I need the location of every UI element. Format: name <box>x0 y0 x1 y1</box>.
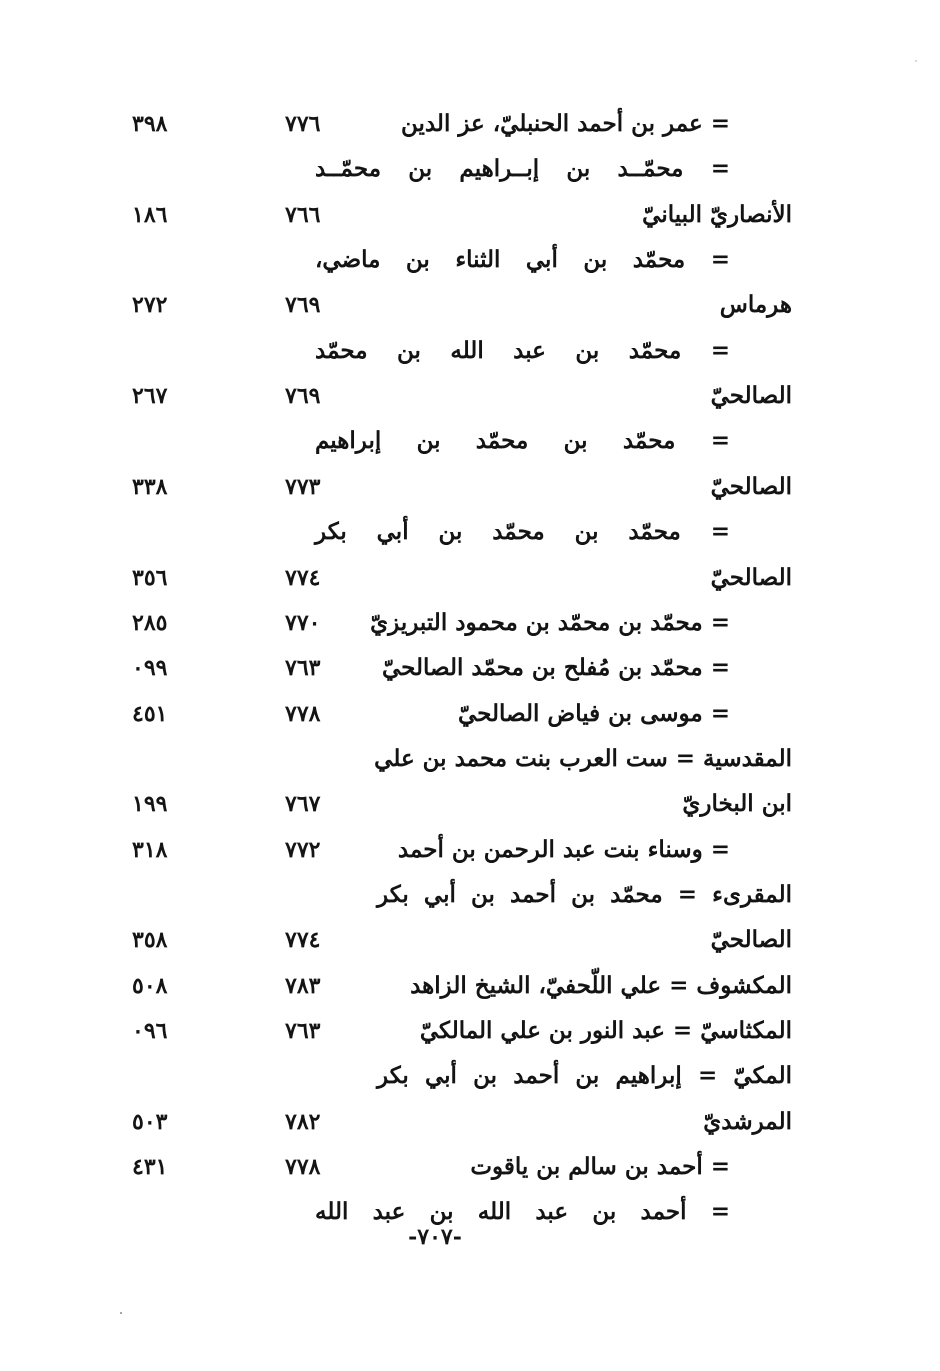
index-entry <box>0 1011 940 1051</box>
entry-page: ١٩٩ <box>132 791 168 818</box>
entry-name: المكشوف = علي اللّحفيّ، الشيخ الزاهد <box>410 971 792 999</box>
entry-page: ٤٣١ <box>132 1154 168 1181</box>
entry-page: ٣٣٨ <box>132 473 168 500</box>
entry-year: ٧٦٩ <box>285 383 321 410</box>
index-entry <box>0 376 940 416</box>
index-entry <box>0 1147 940 1187</box>
entry-name: = محمّــد بن إبــراهيم بن محمّــد <box>315 155 730 183</box>
entry-page: ١٨٦ <box>132 201 168 228</box>
entry-name: الأنصاريّ البيانيّ <box>642 200 792 228</box>
entry-year: ٧٦٩ <box>285 292 321 319</box>
index-entry <box>0 739 940 779</box>
entry-name: المكثاسيّ = عبد النور بن علي المالكيّ <box>419 1017 792 1044</box>
page-number: -٧٠٧- <box>408 1224 462 1250</box>
index-entry <box>0 240 940 280</box>
index-entry <box>0 1102 940 1142</box>
entry-name: = أحمد بن عبد الله بن عبد الله <box>315 1198 730 1226</box>
scan-speck <box>915 60 917 62</box>
index-entry <box>0 104 940 144</box>
entry-year: ٧٧٢ <box>285 836 321 863</box>
entry-year: ٧٧٨ <box>285 1154 321 1181</box>
index-entry <box>0 467 940 507</box>
entry-name: = محمّد بن أبي الثناء بن ماضي، <box>315 246 730 274</box>
entry-page: ٢٧٢ <box>132 292 168 319</box>
entry-page: ٥٠٣ <box>132 1108 168 1135</box>
entry-name: = محمّد بن مُفلح بن محمّد الصالحيّ <box>382 654 730 682</box>
index-entry <box>0 875 940 915</box>
entry-year: ٧٧٤ <box>285 564 321 591</box>
entry-name: الصالحيّ <box>710 382 792 410</box>
index-entry <box>0 558 940 598</box>
entry-name: المقرىء = محمّد بن أحمد بن أبي بكر <box>377 880 792 908</box>
entry-year: ٧٧٦ <box>285 111 321 137</box>
entry-name: المكيّ = إبراهيم بن أحمد بن أبي بكر <box>377 1062 792 1090</box>
entry-page: ٢٨٥ <box>132 609 168 636</box>
index-entry <box>0 648 940 688</box>
entry-name: الصالحيّ <box>710 563 792 591</box>
entry-page: ٠٩٩ <box>132 655 168 682</box>
index-entry <box>0 331 940 371</box>
entry-name: هرماس <box>719 291 792 319</box>
entry-page: ٣٥٦ <box>132 564 168 591</box>
index-entry <box>0 195 940 235</box>
entry-page: ٣٥٨ <box>132 927 168 954</box>
entry-year: ٧٨٣ <box>285 972 321 999</box>
entry-name: = محمّد بن محمّد بن محمود التبريزيّ <box>370 608 730 636</box>
entry-name: المقدسية = ست العرب بنت محمد بن علي <box>374 744 792 772</box>
entry-name: = محمّد بن محمّد بن أبي بكر <box>315 518 730 546</box>
index-entry <box>0 421 940 461</box>
entry-name: = موسى بن فياض الصالحيّ <box>458 699 730 727</box>
entry-page: ٣١٨ <box>132 836 168 863</box>
entry-name: = وسناء بنت عبد الرحمن بن أحمد <box>397 835 730 863</box>
index-entry <box>0 966 940 1006</box>
index-entry <box>0 694 940 734</box>
entry-name: ابن البخاريّ <box>682 790 792 818</box>
index-entry <box>0 603 940 643</box>
entry-name: المرشديّ <box>703 1107 792 1135</box>
entry-page: ٣٩٨ <box>132 111 168 137</box>
entry-year: ٧٧٤ <box>285 927 321 954</box>
entry-year: ٧٧٣ <box>285 473 321 500</box>
index-entry <box>0 830 940 870</box>
entry-name: = عمر بن أحمد الحنبليّ، عز الدين <box>400 110 730 137</box>
entry-year: ٧٧٨ <box>285 700 321 727</box>
entry-name: = أحمد بن سالم بن ياقوت <box>470 1153 730 1181</box>
entry-page: ٠٩٦ <box>132 1018 168 1044</box>
index-entry <box>0 920 940 960</box>
entry-year: ٧٨٢ <box>285 1108 321 1135</box>
entry-year: ٧٦٣ <box>285 1018 321 1044</box>
entry-page: ٢٦٧ <box>132 383 168 410</box>
index-entry <box>0 784 940 824</box>
entry-page: ٥٠٨ <box>132 972 168 999</box>
entry-year: ٧٦٣ <box>285 655 321 682</box>
entry-page: ٤٥١ <box>132 700 168 727</box>
entry-year: ٧٦٦ <box>285 201 321 228</box>
entry-year: ٧٧٠ <box>285 609 321 636</box>
entry-name: = محمّد بن محمّد بن إبراهيم <box>315 427 730 455</box>
scan-speck <box>120 1312 122 1314</box>
entry-name: الصالحيّ <box>710 926 792 954</box>
entry-name: = محمّد بن عبد الله بن محمّد <box>315 336 730 364</box>
index-entry <box>0 149 940 189</box>
index-entry <box>0 285 940 325</box>
entry-name: الصالحيّ <box>710 472 792 500</box>
index-entry <box>0 1056 940 1096</box>
index-entry <box>0 512 940 552</box>
entry-year: ٧٦٧ <box>285 791 321 818</box>
